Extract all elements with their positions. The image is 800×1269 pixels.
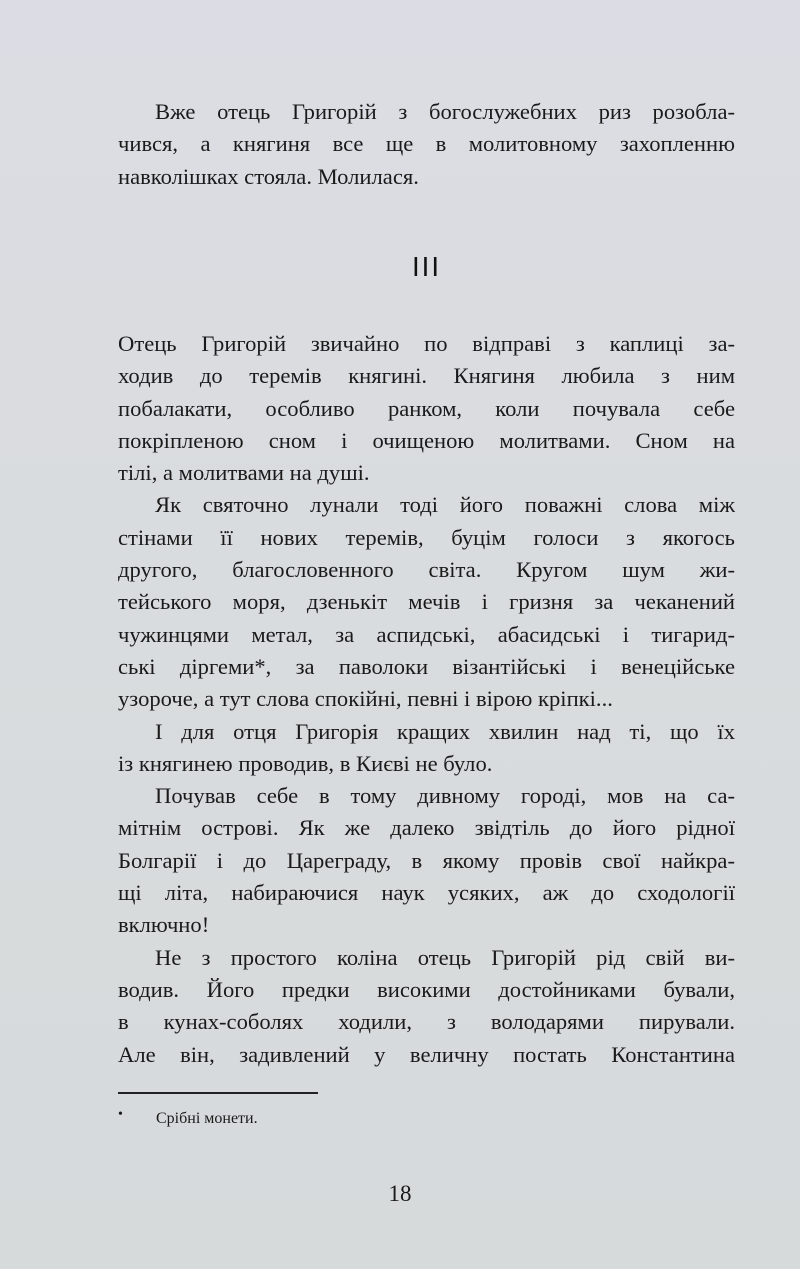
- paragraph: [118, 716, 735, 781]
- chapter-heading: III: [411, 253, 441, 283]
- text-line: ходив до теремів княгині. Княгиня любила з ним: [118, 363, 735, 389]
- paragraph: [118, 328, 735, 489]
- text-line: Отець Григорій звичайно по відправі з каплиці за-: [118, 331, 735, 356]
- text-line: Вже отець Григорій з богослужебних риз розобла-: [155, 99, 735, 124]
- text-line: мітнім острові. Як же далеко звідтіль до його рідної: [118, 815, 735, 841]
- text-line: Як святочно лунали тоді його поважні слова між: [155, 492, 735, 518]
- paragraph: [118, 780, 735, 941]
- text-line: Почував себе в тому дивному городі, мов на са-: [155, 783, 735, 809]
- text-line: побалакати, особливо ранком, коли почувала себе: [118, 395, 735, 421]
- text-line: включно!: [118, 912, 210, 938]
- paragraph: [118, 489, 735, 715]
- text-line: узороче, а тут слова спокійні, певні і вірою кріпкі...: [118, 686, 613, 712]
- text-line: другого, благословенного світа. Кругом шум жи-: [118, 557, 735, 583]
- chapter-body: [118, 328, 735, 1071]
- paragraph: [118, 942, 735, 1071]
- text-line: водив. Його предки високими достойниками бували,: [118, 976, 735, 1002]
- text-line: стінами її нових теремів, буцім голоси з якогось: [118, 524, 735, 550]
- book-page: [118, 96, 735, 1067]
- footnote-divider: [118, 1092, 318, 1094]
- text-line: щі літа, набираючися наук усяких, аж до сходології: [118, 880, 735, 906]
- text-line: чився, а княгиня все ще в молитовному захопленню: [118, 131, 735, 157]
- page-number: 18: [388, 1181, 412, 1206]
- text-line: чужинцями метал, за аспидські, абасидські і тигарид-: [118, 621, 735, 647]
- text-line: в кунах-соболях ходили, з володарями пирували.: [118, 1009, 735, 1035]
- text-line: із княгинею проводив, в Києві не було.: [118, 750, 493, 776]
- text-line: Болгарії і до Цареграду, в якому провів свої найкра-: [118, 847, 735, 873]
- text-line: Не з простого коліна отець Григорій рід свій ви-: [155, 944, 735, 970]
- paragraph-before-chapter: [118, 96, 735, 193]
- text-line: І для отця Григорія кращих хвилин над ті, що їх: [155, 718, 735, 744]
- text-line: тілі, а молитвами на душі.: [118, 460, 370, 486]
- text-line: покріпленою сном і очищеною молитвами. Сном на: [118, 427, 735, 453]
- text-line: тейського моря, дзенькіт мечів і гризня за чеканений: [118, 589, 735, 615]
- text-line-with-footnote-ref: ські діргеми*, за паволоки візантійські і венеційське: [118, 653, 735, 679]
- text-line: навколішках стояла. Молилася.: [118, 163, 419, 189]
- footnote-marker: •: [118, 1107, 123, 1122]
- footnote-text: Срібні монети.: [156, 1110, 258, 1127]
- text-line: Але він, задивлений у величну постать Константина: [118, 1041, 735, 1067]
